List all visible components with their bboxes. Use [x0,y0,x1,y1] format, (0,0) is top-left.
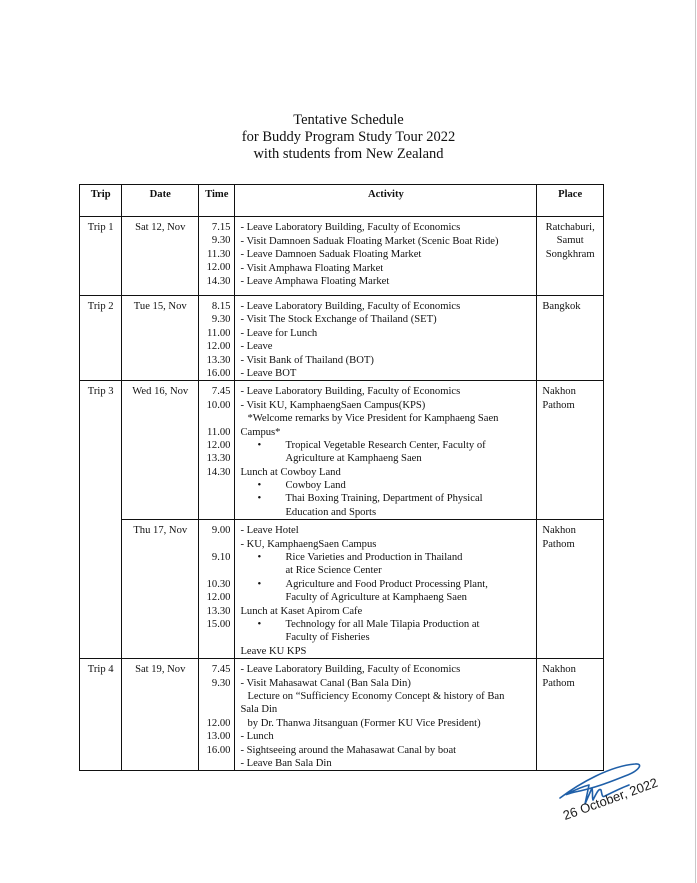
bullet-item [240,618,536,631]
activity-cell [235,296,537,381]
place-line: Songkhram [545,248,595,260]
table-row [80,217,604,296]
table-row [80,296,604,381]
place-line: Nakhon [542,525,576,537]
date-cell: Sat 12, Nov [122,217,199,296]
time-value: 13.30 [206,354,231,366]
signature-date: 26 October, 2022 [560,774,660,823]
time-cell [199,296,235,381]
bullet-item [240,578,536,591]
bullet-item [240,479,536,492]
time-value: 13.30 [206,453,231,465]
activity-line: Tropical Vegetable Research Center, Faculty of [285,439,486,451]
time-gap [199,538,230,551]
activity-line: Faculty of Fisheries [285,632,370,644]
activity-line: - Sightseeing around the Mahasawat Canal by boat [240,744,457,756]
time-value: 12.00 [206,341,231,353]
time-cell [199,659,235,771]
place-cell [537,217,604,296]
time-value: 10.30 [206,578,231,590]
place-line: Pathom [542,538,575,550]
time-value: 9.30 [211,677,231,689]
time-value: 9.30 [211,235,231,247]
time-value: 15.00 [206,618,231,630]
date-cell: Thu 17, Nov [122,520,199,659]
activity-line: - Visit Bank of Thailand (BOT) [240,354,374,366]
activity-line: - Visit Damnoen Saduak Floating Market (Scenic Boat Ride) [240,235,499,247]
activity-line: - Leave BOT [240,367,297,379]
header-trip: Trip [80,185,122,217]
activity-line: Rice Varieties and Production in Thailand [285,552,463,564]
date-cell: Sat 19, Nov [122,659,199,771]
activity-line: at Rice Science Center [285,565,382,577]
place-line: Pathom [542,677,575,689]
place-line: Nakhon [542,664,576,676]
bullet-icon: • [257,493,262,505]
title-line-3: with students from New Zealand [253,146,444,162]
time-value: 14.30 [206,275,231,287]
activity-cell [235,217,537,296]
time-cell [199,520,235,659]
place-line: Pathom [542,399,575,411]
activity-line: Agriculture at Kamphaeng Saen [285,453,422,465]
place-cell [537,659,604,771]
activity-line: - Visit Amphawa Floating Market [240,262,384,274]
time-value: 7.15 [211,222,231,233]
activity-line: - Leave Laboratory Building, Faculty of Economics [240,222,461,233]
activity-cell [235,381,537,520]
activity-line: - Visit The Stock Exchange of Thailand (SET) [240,314,437,326]
bullet-item [240,551,536,564]
trip-cell: Trip 4 [80,659,122,771]
time-value: 7.45 [211,386,231,398]
time-value: 8.15 [211,301,231,312]
schedule-table [79,184,604,771]
bullet-icon: • [257,552,262,564]
time-value: 13.30 [206,605,231,617]
time-gap [199,412,230,425]
activity-line: - Leave Hotel [240,525,299,537]
place-line: Nakhon [542,386,576,398]
activity-line: - Visit Mahasawat Canal (Ban Sala Din) [240,677,411,689]
activity-line: Technology for all Male Tilapia Production at [285,618,480,630]
table-header-row [80,185,604,217]
bullet-icon: • [257,439,262,451]
time-value: 11.00 [207,426,231,438]
time-value: 12.00 [206,592,231,604]
table-row [80,381,604,520]
header-place: Place [537,185,604,217]
activity-line: - Leave Laboratory Building, Faculty of Economics [240,301,461,312]
place-line: Samut [556,235,584,247]
activity-line: Lecture on “Sufficiency Economy Concept & history of Ban [247,690,505,702]
title-line-1: Tentative Schedule [293,112,404,128]
activity-line: - KU, KamphaengSaen Campus [240,538,377,550]
place-line: Ratchaburi, [545,222,595,233]
table-row [80,520,604,659]
activity-line: - Leave [240,341,273,353]
time-value: 11.30 [207,248,231,260]
time-value: 16.00 [206,367,231,379]
activity-line: Lunch at Kaset Apirom Cafe [240,605,363,617]
date-cell: Tue 15, Nov [122,296,199,381]
time-value: 12.00 [206,717,231,729]
place-cell [537,520,604,659]
date-cell: Wed 16, Nov [122,381,199,520]
time-cell [199,217,235,296]
trip-cell: Trip 3 [80,381,122,659]
bullet-item [240,439,536,452]
time-value: 13.00 [206,731,231,743]
time-cell [199,381,235,520]
time-value: 10.00 [206,399,231,411]
activity-line: Education and Sports [285,506,377,518]
title-line-2: for Buddy Program Study Tour 2022 [241,129,456,145]
activity-line: - Leave Laboratory Building, Faculty of Economics [240,664,461,676]
time-value: 12.00 [206,439,231,451]
activity-line: Thai Boxing Training, Department of Physical [285,493,483,505]
activity-line: Agriculture and Food Product Processing Plant, [285,578,488,590]
bullet-icon: • [257,480,262,492]
header-time: Time [199,185,235,217]
table-row [80,659,604,771]
time-value: 9.30 [211,314,231,326]
bullet-item [240,492,536,505]
activity-line: Faculty of Agriculture at Kamphaeng Saen [285,592,467,604]
place-line: Bangkok [542,301,581,312]
activity-line: - Leave Ban Sala Din [240,757,332,769]
time-gap [199,703,230,716]
trip-cell: Trip 2 [80,296,122,381]
bullet-icon: • [257,578,262,590]
bullet-icon: • [257,618,262,630]
time-value: 14.30 [206,466,231,478]
place-cell [537,381,604,520]
activity-line: Campus* [240,426,281,438]
activity-line: Lunch at Cowboy Land [240,466,341,478]
activity-line: - Leave Amphawa Floating Market [240,276,390,288]
activity-cell [235,520,537,659]
activity-line: Cowboy Land [285,480,346,492]
trip-cell: Trip 1 [80,217,122,296]
activity-line: Sala Din [240,704,278,716]
time-value: 16.00 [206,744,231,756]
activity-line: Leave KU KPS [240,645,307,657]
activity-line: - Lunch [240,731,274,743]
header-activity: Activity [235,185,537,217]
place-cell [537,296,604,381]
activity-line: - Visit KU, KamphaengSaen Campus(KPS) [240,399,426,411]
activity-line: by Dr. Thanwa Jitsanguan (Former KU Vice President) [247,717,481,729]
activity-line: - Leave Damnoen Saduak Floating Market [240,249,422,261]
activity-cell [235,659,537,771]
activity-line: - Leave Laboratory Building, Faculty of Economics [240,386,461,398]
activity-line: - Leave for Lunch [240,327,318,339]
time-gap [199,564,230,577]
time-gap [199,690,230,703]
time-value: 9.00 [211,525,231,537]
time-value: 9.10 [211,552,231,564]
document-title [0,112,697,163]
time-value: 12.00 [206,262,231,274]
header-date: Date [122,185,199,217]
time-value: 11.00 [207,327,231,339]
time-value: 7.45 [211,664,231,676]
activity-line: *Welcome remarks by Vice President for Kamphaeng Saen [247,413,499,425]
